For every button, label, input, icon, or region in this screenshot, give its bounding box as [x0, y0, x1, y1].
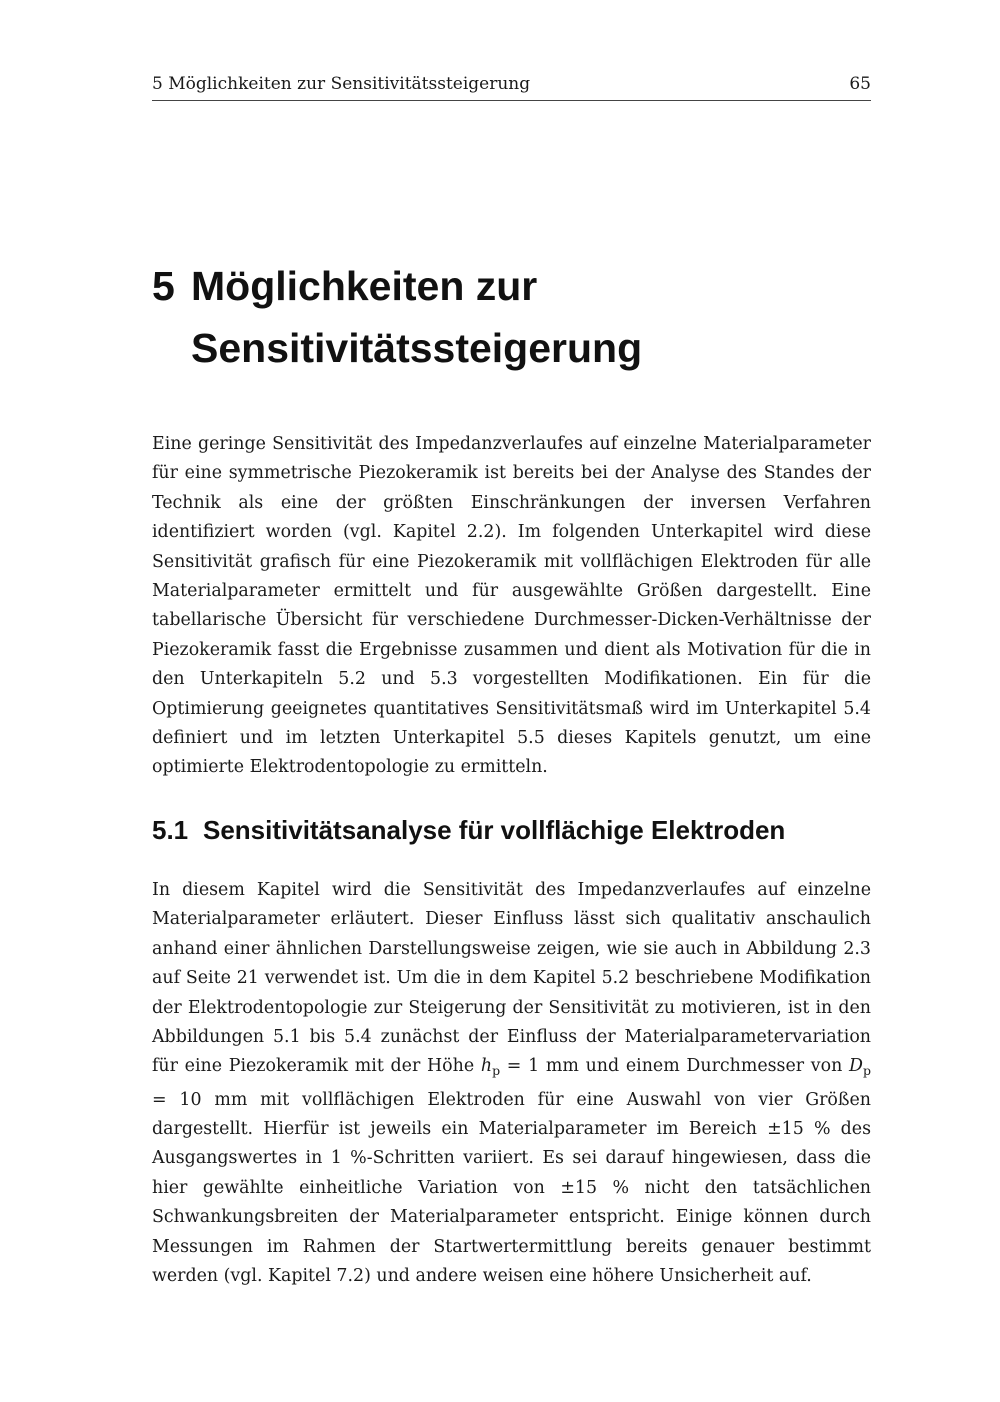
section-heading — [152, 812, 871, 848]
height-symbol: $h_p$ — [480, 1056, 501, 1079]
intro-paragraph: Eine geringe Sensitivität des Impedanzverlaufes auf einzelne Materialparameter für eine symmetrische Piezokeramik ist bereits bei der Analyse des Standes der Technik als eine der größten Einschränkungen der inversen Verfahren identifiziert worden (vgl. Kapitel 2.2). Im folgenden Unterkapitel wird diese Sensitivität grafisch für eine Piezokeramik mit vollflächigen Elektroden für alle Materialparameter ermittelt und für ausgewählte Größen dargestellt. Eine tabellarische Übersicht für verschiedene Durchmesser-Dicken-Verhältnisse der Piezokeramik fasst die Ergebnisse zusammen und dient als Motivation für die in den Unterkapiteln 5.2 und 5.3 vorgestellten Modifikationen. Ein für die Optimierung geeignetes quantitatives Sensitivitätsmaß wird im Unterkapitel 5.4 definiert und im letzten Unterkapitel 5.5 dieses Kapitels genutzt, um eine optimierte Elektrodentopologie zu ermitteln. — [152, 434, 871, 778]
paragraph-text-part1: In diesem Kapitel wird die Sensitivität des Impedanzverlaufes auf einzelne Materialparameter erläutert. Dieser Einfluss lässt sich qualitativ anschaulich anhand einer ähnlichen Darstellungsweise zeigen, wie sie auch in Abbildung 2.3 auf Seite 21 verwendet ist. Um die in dem Kapitel 5.2 beschriebene Modifikation der Elektrodentopologie zur Steigerung der Sensitivität zu motivieren, ist in den Abbildungen 5.1 bis 5.4 zunächst der Einfluss der Materialparametervariation für eine Piezokeramik mit der Höhe — [152, 880, 871, 1077]
diameter-subscript: p — [862, 1063, 871, 1079]
height-subscript: p — [492, 1063, 501, 1079]
diameter-symbol: $D_p$ — [849, 1056, 871, 1079]
paragraph-text-part2: = 1 mm und einem Durchmesser von — [500, 1056, 850, 1077]
section-paragraph — [152, 876, 871, 1291]
paragraph-text-part3: = 10 mm mit vollflächigen Elektroden für eine Auswahl von vier Größen dargestellt. Hierfür ist jeweils ein Materialparameter im Bereich ±15 % des Ausgangswertes in 1 %-Schritten variiert. Es sei darauf hingewiesen, dass die hier gewählte einheitliche Variation von ±15 % nicht den tatsächlichen Schwankungsbreiten der Materialparameter entspricht. Einige können durch Messungen im Rahmen der Startwertermittlung bereits genauer bestimmt werden (vgl. Kapitel 7.2) und andere weisen eine höhere Unsicherheit auf. — [152, 1089, 871, 1287]
running-header — [152, 72, 871, 101]
section-title: Sensitivitätsanalyse für vollflächige Elektroden — [203, 815, 786, 845]
page-number: 65 — [849, 74, 871, 94]
chapter-heading — [152, 255, 871, 379]
running-title: 5 Möglichkeiten zur Sensitivitätssteigerung — [152, 74, 531, 94]
chapter-number: 5 — [152, 263, 175, 309]
chapter-title: Möglichkeiten zur Sensitivitätssteigerung — [191, 263, 643, 371]
section-number: 5.1 — [152, 815, 189, 845]
